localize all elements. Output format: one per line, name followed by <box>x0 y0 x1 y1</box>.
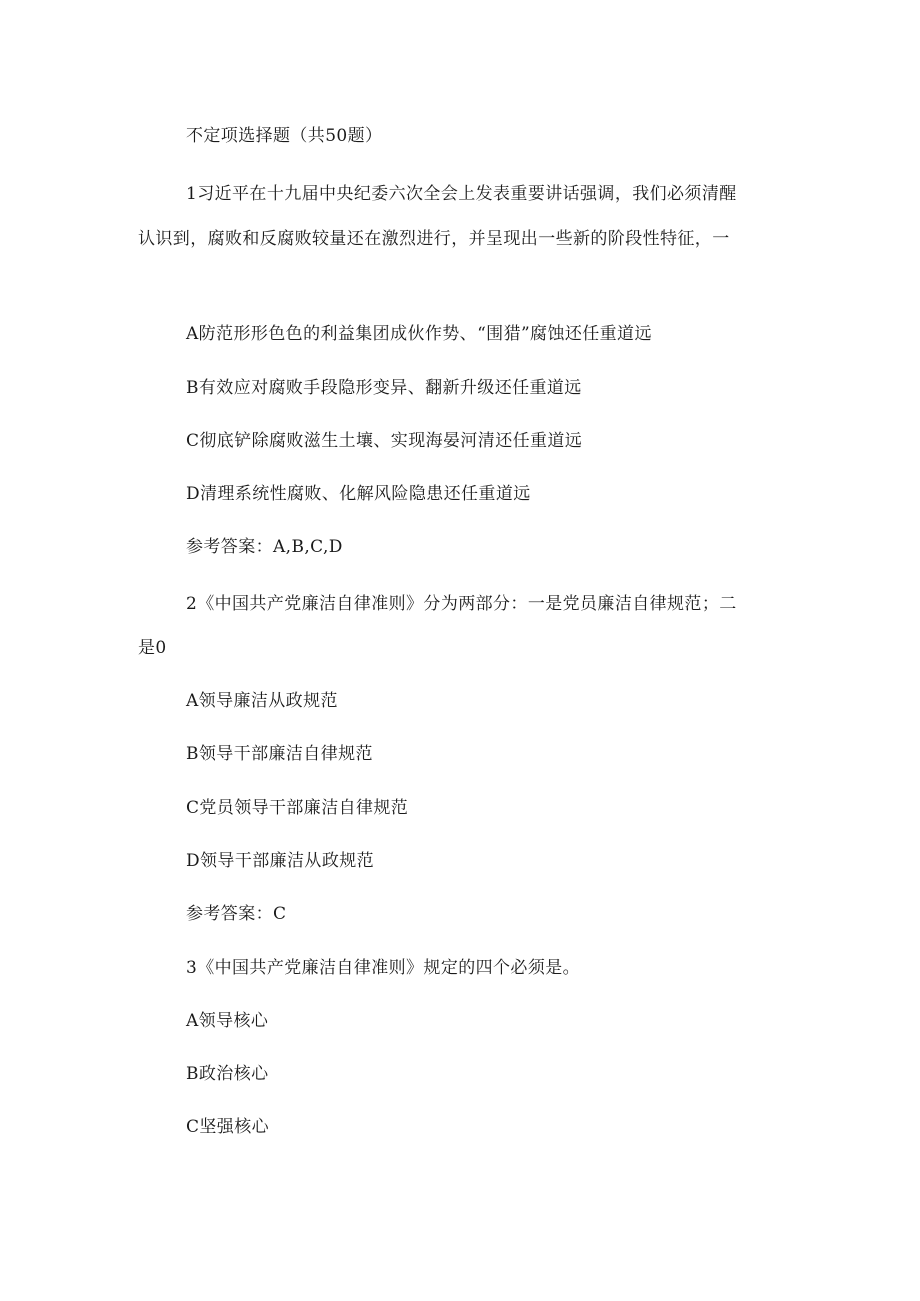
question-2-option-c: C党员领导干部廉洁自律规范 <box>186 798 409 818</box>
question-3-option-b: B政治核心 <box>186 1064 269 1084</box>
question-2-answer: 参考答案：C <box>186 904 287 924</box>
question-1-stem-line-1: 1习近平在十九届中央纪委六次全会上发表重要讲话强调，我们必须清醒 <box>186 184 737 204</box>
question-2-option-a: A领导廉洁从政规范 <box>186 691 338 711</box>
question-1-stem-line-2: 认识到，腐败和反腐败较量还在激烈进行，并呈现出一些新的阶段性特征，一 <box>138 229 730 249</box>
section-title: 不定项选择题（共50题） <box>186 126 383 146</box>
question-2-stem-line-1: 2《中国共产党廉洁自律准则》分为两部分：一是党员廉洁自律规范；二 <box>186 594 737 614</box>
question-3-option-c: C坚强核心 <box>186 1117 270 1137</box>
question-3-stem-line-1: 3《中国共产党廉洁自律准则》规定的四个必须是。 <box>186 958 581 978</box>
question-1-option-d: D清理系统性腐败、化解风险隐患还任重道远 <box>186 484 531 504</box>
question-2-option-b: B领导干部廉洁自律规范 <box>186 744 373 764</box>
question-3-option-a: A领导核心 <box>186 1011 269 1031</box>
question-2-stem-line-2: 是0 <box>138 638 167 658</box>
question-1-option-c: C彻底铲除腐败滋生土壤、实现海晏河清还任重道远 <box>186 431 583 451</box>
question-1-answer: 参考答案：A,B,C,D <box>186 537 343 557</box>
question-1-option-b: B有效应对腐败手段隐形变异、翻新升级还任重道远 <box>186 378 582 398</box>
question-2-option-d: D领导干部廉洁从政规范 <box>186 851 375 871</box>
question-1-option-a: A防范形形色色的利益集团成伙作势、“围猎”腐蚀还任重道远 <box>186 324 652 344</box>
